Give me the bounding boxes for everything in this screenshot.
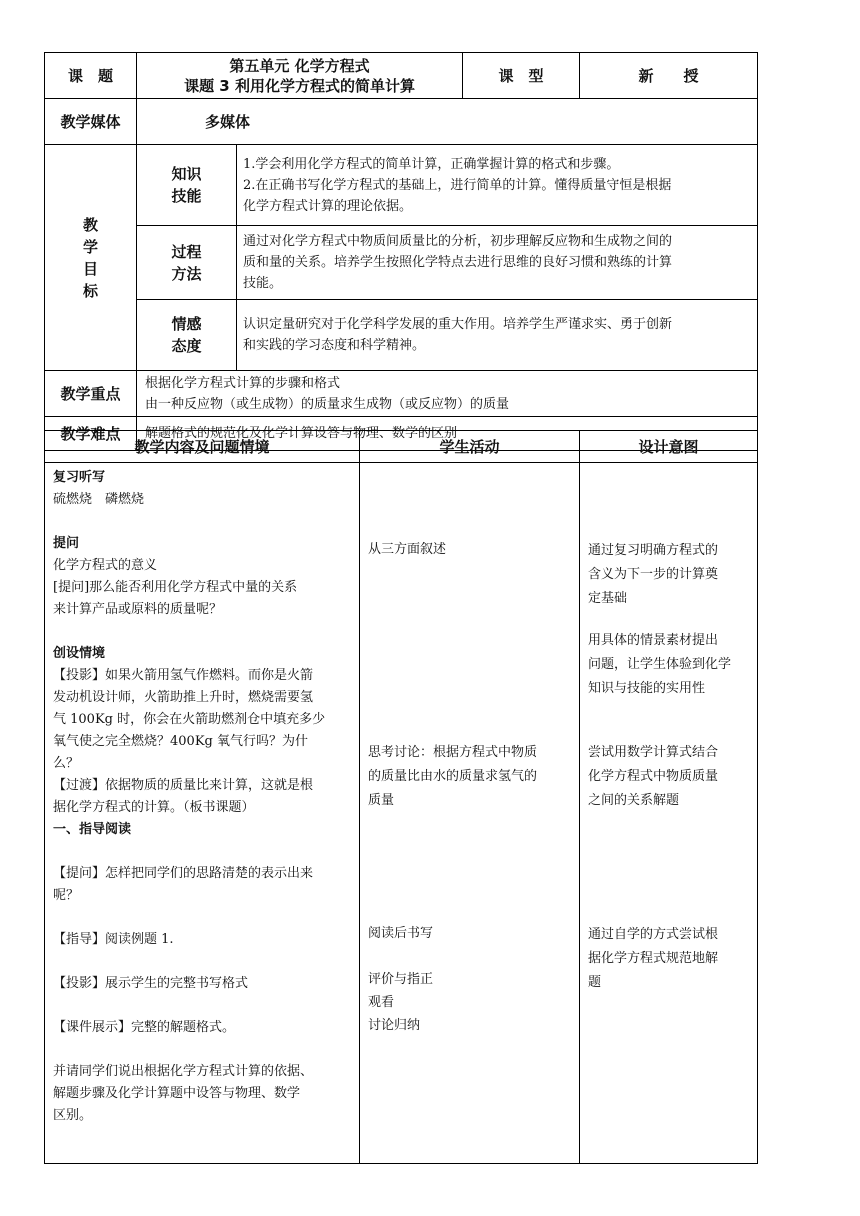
lesson-content-table (44, 430, 758, 1164)
lesson-header-table (44, 52, 758, 451)
objectives-char-4: 标 (82, 281, 98, 300)
topic-label: 课 题 (45, 53, 137, 99)
type-label: 课 型 (463, 53, 580, 99)
design-intent-1 (588, 539, 718, 611)
scene-line-5: 么？ (53, 756, 80, 771)
design-intent-4-line-2: 据化学方程式规范地解 (588, 951, 719, 966)
student-activity-5: 观看 (368, 995, 395, 1010)
design-intent-1-line-2: 含义为下一步的计算奠 (588, 567, 719, 582)
design-intent-4-line-3: 题 (588, 975, 602, 990)
emotion-label-line1: 情感 (171, 315, 202, 333)
question1-line-2: 呢？ (53, 888, 80, 903)
key-point-1: 根据化学方程式计算的步骤和格式 (145, 375, 341, 391)
type-value: 新 授 (580, 53, 758, 99)
scene-line-7: 据化学方程式的计算。（板书课题） (53, 800, 255, 815)
design-intent-4-line-1: 通过自学的方式尝试根 (588, 927, 719, 942)
emotion-label (137, 300, 237, 371)
emotion-label-line2: 态度 (171, 337, 202, 355)
closing-line-1: 并请同学们说出根据化学方程式计算的依据、 (53, 1064, 314, 1079)
knowledge-line-3: 化学方程式计算的理论依据。 (243, 198, 413, 214)
ask-line-3: 来计算产品或原料的质量呢？ (53, 602, 223, 617)
design-intent-4 (588, 923, 718, 995)
student-column-header: 学生活动 (360, 431, 580, 463)
knowledge-label-line1: 知识 (171, 165, 202, 183)
scene-line-1: 【投影】如果火箭用氢气作燃料。而你是火箭 (53, 668, 314, 683)
key-points-text (137, 371, 758, 417)
scene-line-4: 氧气使之完全燃烧？400Kg 氧气行吗？为什 (53, 734, 308, 749)
process-line-2: 质和量的关系。培养学生按照化学特点去进行思维的良好习惯和熟练的计算 (243, 255, 673, 270)
objectives-char-2: 学 (82, 237, 98, 256)
ask-title: 提问 (53, 536, 80, 551)
question1-line-1: 【提问】怎样把同学们的思路清楚的表示出来 (53, 866, 314, 881)
design-column-header: 设计意图 (580, 431, 758, 463)
review-text: 硫燃烧 磷燃烧 (53, 492, 145, 507)
knowledge-label-line2: 技能 (171, 187, 202, 205)
design-cell (580, 463, 758, 1164)
key-points-label: 教学重点 (45, 371, 137, 417)
section1-title: 一、指导阅读 (53, 822, 132, 837)
design-intent-3 (588, 741, 718, 813)
courseware-text: 【课件展示】完整的解题格式。 (53, 1020, 236, 1035)
lesson-title-cell (137, 53, 463, 99)
design-intent-2 (588, 629, 731, 701)
design-intent-2-line-1: 用具体的情景素材提出 (588, 633, 719, 648)
emotion-line-2: 和实践的学习态度和科学精神。 (243, 338, 426, 353)
projection-text: 【投影】展示学生的完整书写格式 (53, 976, 249, 991)
design-intent-2-line-2: 问题，让学生体验到化学 (588, 657, 732, 672)
knowledge-text (237, 145, 758, 226)
design-intent-2-line-3: 知识与技能的实用性 (588, 681, 706, 696)
lesson-title: 课题 3 利用化学方程式的简单计算 (184, 76, 415, 95)
design-intent-1-line-3: 定基础 (588, 591, 628, 606)
key-point-2: 由一种反应物（或生成物）的质量求生成物（或反应物）的质量 (145, 396, 510, 412)
process-label-line2: 方法 (171, 264, 202, 283)
media-label: 教学媒体 (45, 99, 137, 145)
design-intent-3-line-2: 化学方程式中物质质量 (588, 769, 719, 784)
design-intent-3-line-3: 之间的关系解题 (588, 793, 680, 808)
objectives-label (45, 145, 137, 371)
design-intent-3-line-1: 尝试用数学计算式结合 (588, 745, 719, 760)
scene-line-6: 【过渡】依据物质的质量比来计算，这就是根 (53, 778, 314, 793)
ask-line-2: [提问]那么能否利用化学方程式中量的关系 (53, 580, 298, 595)
emotion-text (237, 300, 758, 371)
process-label (137, 226, 237, 300)
student-activity-2 (368, 741, 537, 813)
review-title: 复习听写 (53, 470, 106, 485)
objectives-char-3: 目 (82, 259, 98, 278)
difficulties-label: 教学难点 (45, 417, 137, 451)
student-activity-2-line-3: 质量 (368, 793, 395, 808)
student-activity-4: 评价与指正 (368, 972, 434, 987)
scene-title: 创设情境 (53, 646, 106, 661)
process-line-1: 通过对化学方程式中物质间质量比的分析，初步理解反应物和生成物之间的 (243, 234, 673, 249)
guide-text: 【指导】阅读例题 1. (53, 932, 174, 947)
design-intent-1-line-1: 通过复习明确方程式的 (588, 543, 719, 558)
process-label-line1: 过程 (171, 242, 202, 261)
media-value: 多媒体 (137, 99, 758, 145)
closing-line-2: 解题步骤及化学计算题中设答与物理、数学 (53, 1086, 301, 1101)
unit-title: 第五单元 化学方程式 (229, 56, 370, 75)
content-column-header: 教学内容及问题情境 (45, 431, 360, 463)
knowledge-line-2: 2.在正确书写化学方程式的基础上，进行简单的计算。懂得质量守恒是根据 (243, 177, 672, 193)
student-activity-2-line-2: 的质量比由水的质量求氢气的 (368, 769, 538, 784)
knowledge-label (137, 145, 237, 226)
difficulties-text: 解题格式的规范化及化学计算设答与物理、数学的区别 (137, 417, 758, 451)
ask-line-1: 化学方程式的意义 (53, 558, 158, 573)
scene-line-3: 气 100Kg 时，你会在火箭助燃剂仓中填充多少 (53, 712, 326, 727)
process-text (237, 226, 758, 300)
process-line-3: 技能。 (243, 276, 283, 291)
student-activity-6: 讨论归纳 (368, 1018, 421, 1033)
knowledge-line-1: 1.学会利用化学方程式的简单计算，正确掌握计算的格式和步骤。 (243, 156, 620, 172)
scene-line-2: 发动机设计师，火箭助推上升时，燃烧需要氢 (53, 690, 314, 705)
student-cell (360, 463, 580, 1164)
student-activity-1: 从三方面叙述 (368, 542, 447, 557)
student-activity-3: 阅读后书写 (368, 926, 434, 941)
student-activity-2-line-1: 思考讨论：根据方程式中物质 (368, 745, 538, 760)
emotion-line-1: 认识定量研究对于化学科学发展的重大作用。培养学生严谨求实、勇于创新 (243, 317, 673, 332)
content-cell (45, 463, 360, 1164)
objectives-char-1: 教 (82, 215, 98, 234)
closing-line-3: 区别。 (53, 1108, 93, 1123)
